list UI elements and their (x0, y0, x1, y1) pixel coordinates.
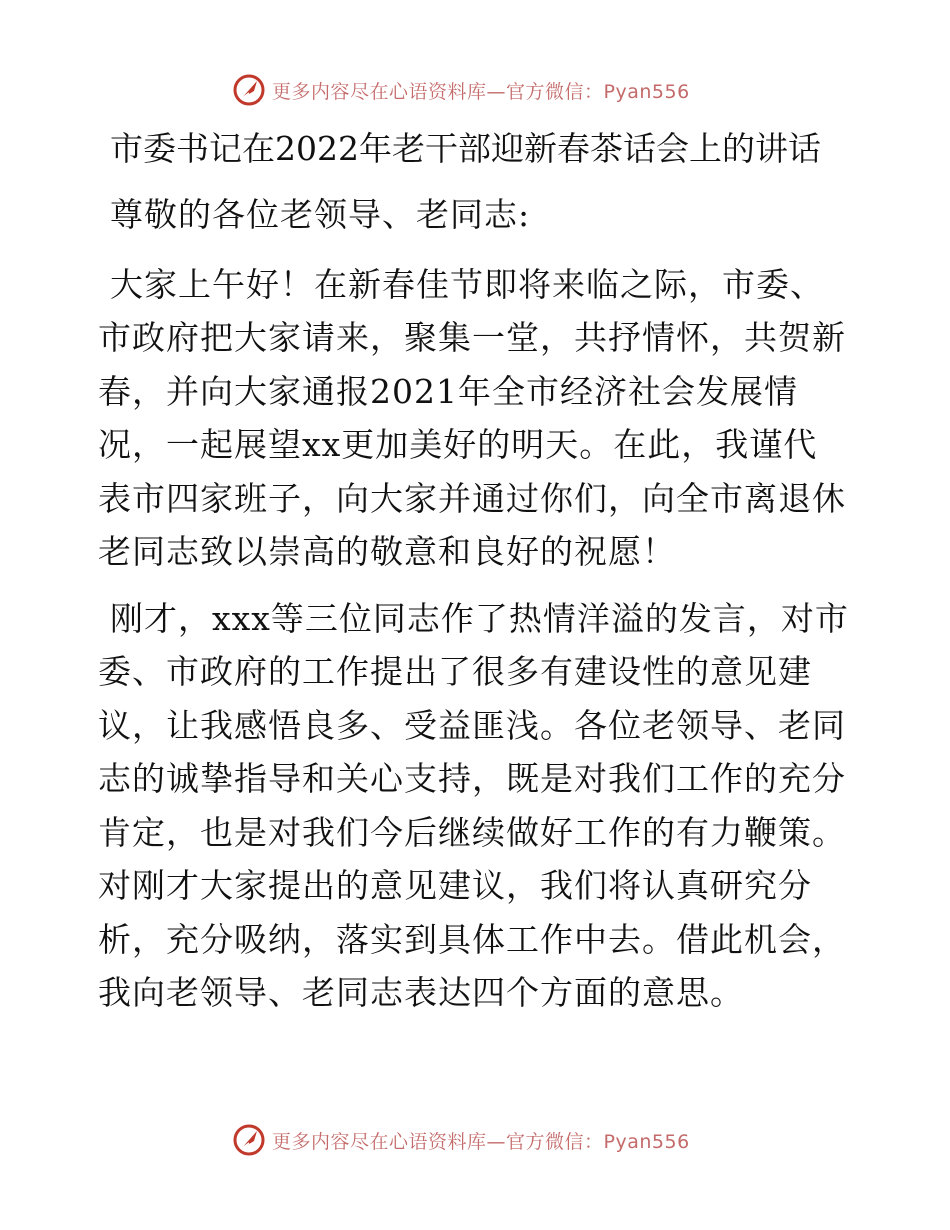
document-body (98, 122, 850, 1020)
watermark-text: 更多内容尽在心语资料库—官方微信：Pyan556 (272, 1130, 690, 1153)
watermark-banner-top (232, 72, 690, 108)
paragraph: 大家上午好！在新春佳节即将来临之际，市委、市政府把大家请来，聚集一堂，共抒情怀，共贺新春，并向大家通报2021年全市经济社会发展情况，一起展望xx更加美好的明天。在此，我谨代表市四家班子，向大家并通过你们，向全市离退休老同志致以崇高的敬意和良好的祝愿！ (98, 264, 846, 571)
watermark-banner-bottom (232, 1122, 690, 1158)
paragraph: 刚才，xxx等三位同志作了热情洋溢的发言，对市委、市政府的工作提出了很多有建设性的意见建议，让我感悟良多、受益匪浅。各位老领导、老同志的诚挚指导和关心支持，既是对我们工作的充分肯定，也是对我们今后继续做好工作的有力鞭策。对刚才大家提出的意见建议，我们将认真研究分析，充分吸纳，落实到具体工作中去。借此机会，我向老领导、老同志表达四个方面的意思。 (98, 598, 849, 1012)
watermark-text: 更多内容尽在心语资料库—官方微信：Pyan556 (272, 80, 690, 103)
feather-logo-icon (232, 1123, 266, 1157)
feather-logo-icon (232, 73, 266, 107)
salutation: 尊敬的各位老领导、老同志: (110, 195, 531, 234)
document-title: 市委书记在2022年老干部迎新春茶话会上的讲话 (110, 129, 821, 168)
